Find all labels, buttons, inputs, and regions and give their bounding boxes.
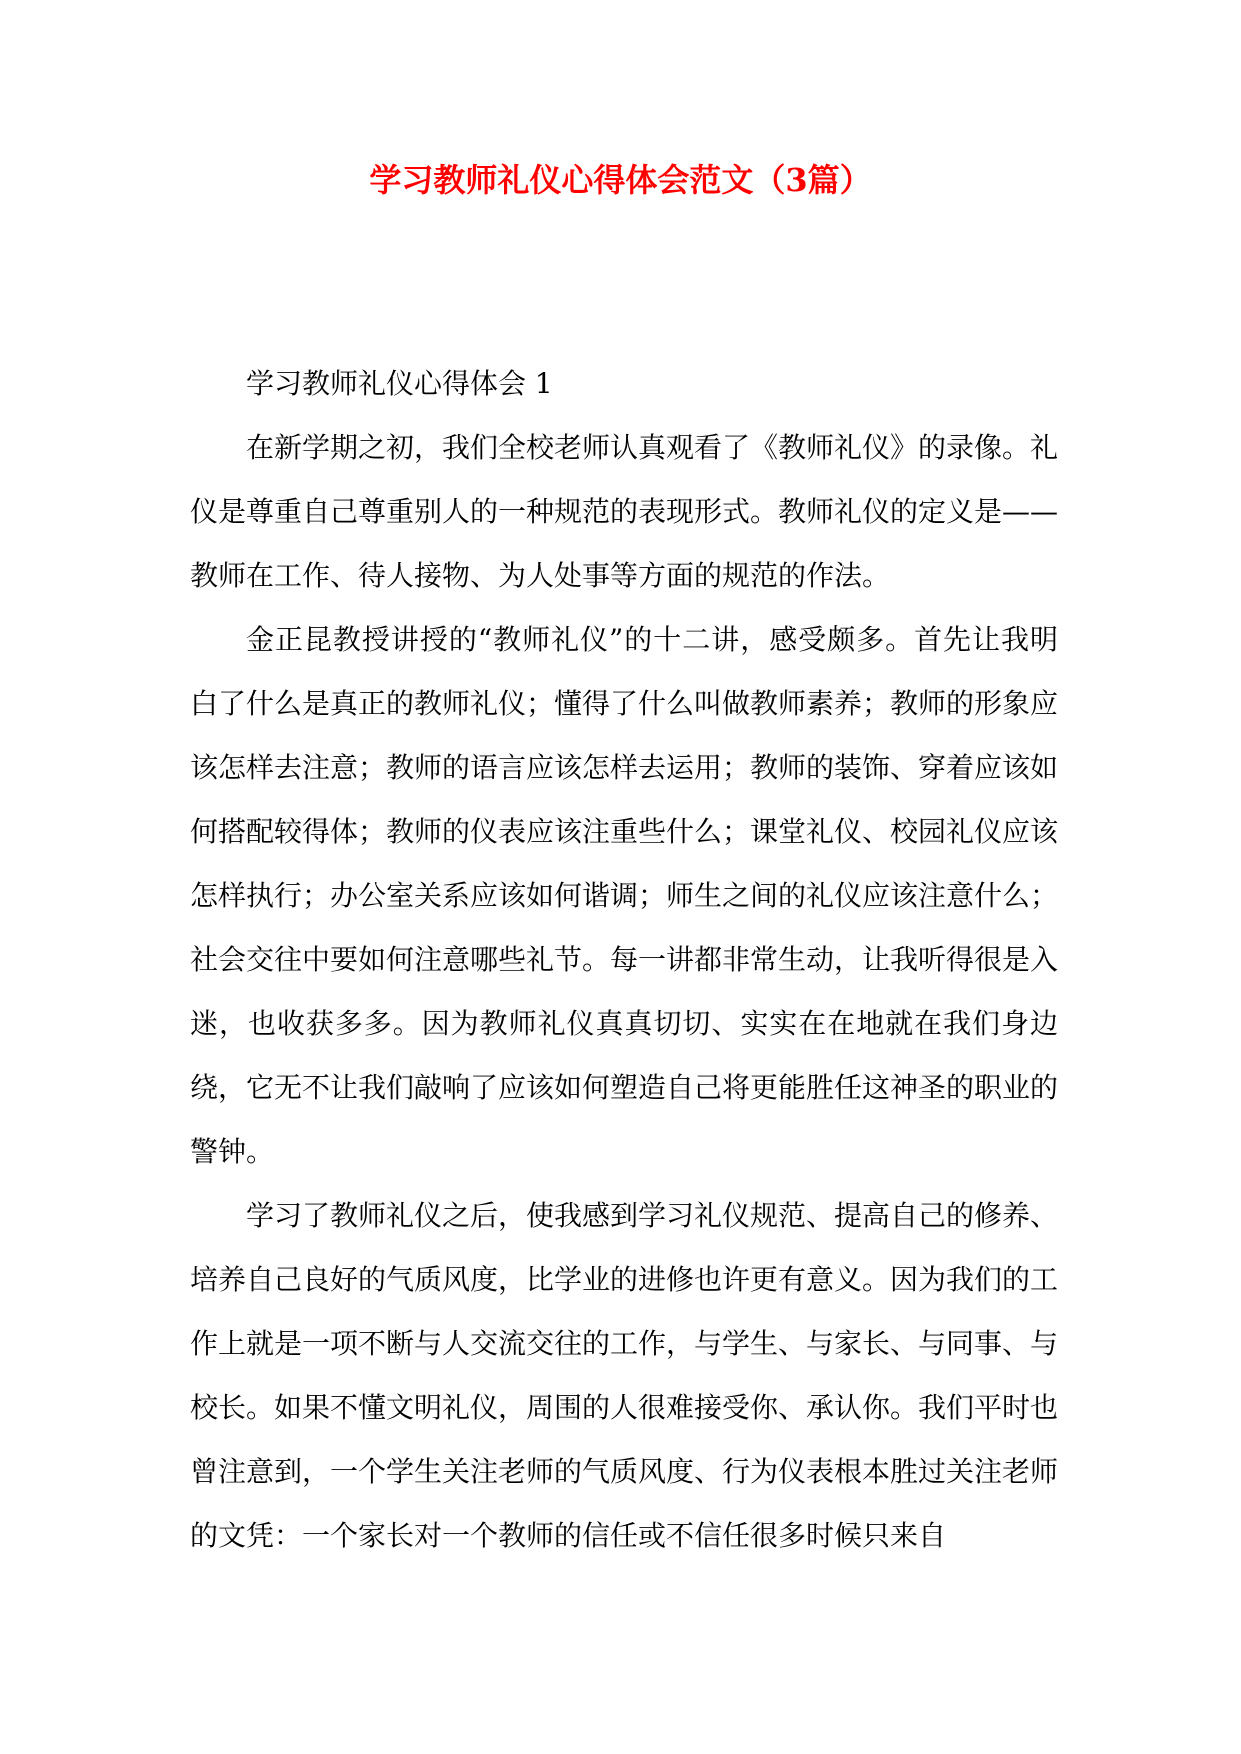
document-body (190, 352, 1058, 1568)
paragraph-1: 在新学期之初，我们全校老师认真观看了《教师礼仪》的录像。礼仪是尊重自己尊重别人的一种规范的表现形式。教师礼仪的定义是——教师在工作、待人接物、为人处事等方面的规范的作法。 (190, 431, 1059, 592)
paragraph-2: 金正昆教授讲授的“教师礼仪”的十二讲，感受颇多。首先让我明白了什么是真正的教师礼仪；懂得了什么叫做教师素养；教师的形象应该怎样去注意；教师的语言应该怎样去运用；教师的装饰、穿着应该如何搭配较得体；教师的仪表应该注重些什么；课堂礼仪、校园礼仪应该怎样执行；办公室关系应该如何谐调；师生之间的礼仪应该注意什么；社会交往中要如何注意哪些礼节。每一讲都非常生动，让我听得很是入迷，也收获多多。因为教师礼仪真真切切、实实在在地就在我们身边绕，它无不让我们敲响了应该如何塑造自己将更能胜任这神圣的职业的警钟。 (190, 623, 1059, 1168)
document-title: 学习教师礼仪心得体会范文（3篇） (369, 161, 872, 199)
section-heading: 学习教师礼仪心得体会 1 (246, 367, 553, 400)
paragraph-3: 学习了教师礼仪之后，使我感到学习礼仪规范、提高自己的修养、培养自己良好的气质风度，比学业的进修也许更有意义。因为我们的工作上就是一项不断与人交流交往的工作，与学生、与家长、与同事、与校长。如果不懂文明礼仪，周围的人很难接受你、承认你。我们平时也曾注意到，一个学生关注老师的气质风度、行为仪表根本胜过关注老师的文凭：一个家长对一个教师的信任或不信任很多时候只来自 (190, 1199, 1059, 1552)
